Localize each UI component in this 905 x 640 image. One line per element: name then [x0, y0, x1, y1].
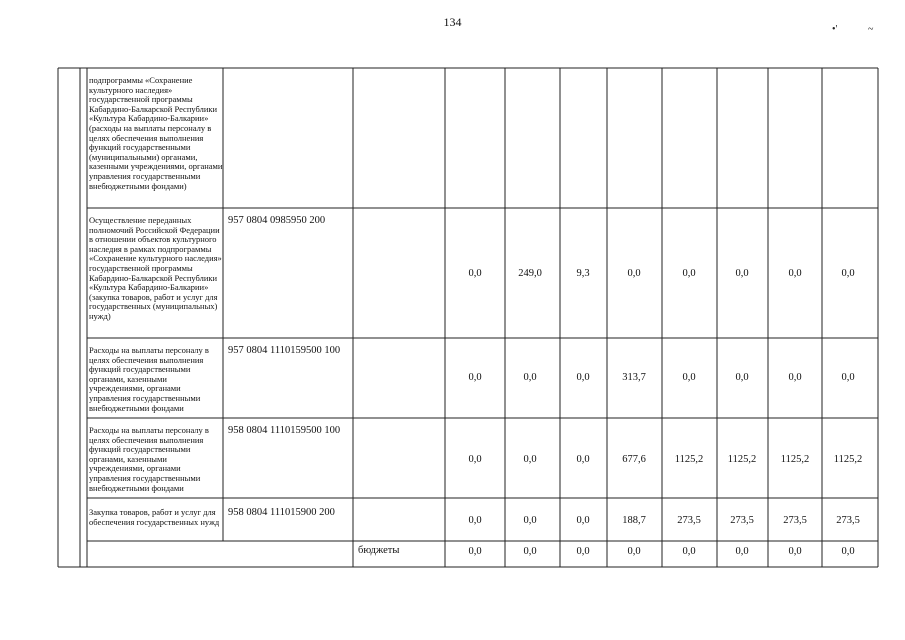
value-cell: 0,0: [841, 546, 855, 557]
value-cell: 0,0: [523, 515, 537, 526]
value-cell: 0,0: [788, 372, 802, 383]
value-cell: 0,0: [841, 372, 855, 383]
value-cell: 0,0: [735, 268, 749, 279]
row-description: Расходы на выплаты персоналу в целях обеспечения выполнения функций государственными органами, казенными учреждениями, органами управления государственными внебюджетными фондами: [89, 345, 209, 413]
value-cell: 0,0: [576, 372, 590, 383]
corner-mark: •': [832, 24, 838, 35]
value-cell: 9,3: [576, 268, 590, 279]
value-cell: 1125,2: [780, 454, 810, 465]
value-cell: 1125,2: [727, 454, 757, 465]
value-cell: 0,0: [468, 454, 482, 465]
value-cell: 677,6: [622, 454, 646, 465]
value-cell: 0,0: [735, 372, 749, 383]
corner-mark: ~: [868, 24, 874, 35]
value-cell: 0,0: [841, 268, 855, 279]
row-description: Осуществление переданных полномочий Российской Федерации в отношении объектов культурного наследия в рамках подпрограммы «Сохранение культурного наследия» государственной программы Кабардино-Балкарской Республики «Культура Кабардино-Балкарии» (закупка товаров, работ и услуг для государственных (муниципальных) нужд): [89, 215, 222, 321]
value-cell: 273,5: [677, 515, 701, 526]
page-number: 134: [443, 15, 462, 29]
value-cell: 0,0: [468, 546, 482, 557]
row-code: 957 0804 0985950 200: [228, 215, 326, 226]
row-code: 958 0804 1110159500 100: [228, 425, 341, 436]
value-cell: 0,0: [576, 454, 590, 465]
row-code: 957 0804 1110159500 100: [228, 345, 341, 356]
value-cell: 273,5: [836, 515, 860, 526]
row-description: подпрограммы «Сохранение культурного наследия» государственной программы Кабардино-Балкарской Республики «Культура Кабардино-Балкарии» (расходы на выплаты персоналу в целях обеспечения выполнения функций государственными (муниципальными) органами, казенными учреждениями, органами управления государственными внебюджетными фондами): [89, 75, 223, 191]
value-cell: 0,0: [682, 372, 696, 383]
value-cell: 0,0: [523, 546, 537, 557]
value-cell: 0,0: [523, 372, 537, 383]
value-cell: 0,0: [788, 546, 802, 557]
value-cell: 0,0: [468, 515, 482, 526]
value-cell: 188,7: [622, 515, 646, 526]
budget-label: бюджеты: [358, 545, 400, 556]
value-cell: 273,5: [730, 515, 754, 526]
value-cell: 0,0: [576, 515, 590, 526]
value-cell: 249,0: [518, 268, 542, 279]
value-cell: 0,0: [735, 546, 749, 557]
row-description: Расходы на выплаты персоналу в целях обеспечения выполнения функций государственными органами, казенными учреждениями, органами управления государственными внебюджетными фондами: [89, 425, 209, 493]
value-cell: 0,0: [682, 546, 696, 557]
value-cell: 0,0: [627, 546, 641, 557]
value-cell: 0,0: [468, 268, 482, 279]
value-cell: 1125,2: [833, 454, 863, 465]
row-code: 958 0804 111015900 200: [228, 507, 335, 518]
value-cell: 0,0: [576, 546, 590, 557]
value-cell: 313,7: [622, 372, 646, 383]
value-cell: 0,0: [523, 454, 537, 465]
row-description: Закупка товаров, работ и услуг для обеспечения государственных нужд: [89, 507, 220, 527]
value-cell: 0,0: [788, 268, 802, 279]
value-cell: 0,0: [627, 268, 641, 279]
value-cell: 273,5: [783, 515, 807, 526]
value-cell: 1125,2: [674, 454, 704, 465]
value-cell: 0,0: [468, 372, 482, 383]
value-cell: 0,0: [682, 268, 696, 279]
